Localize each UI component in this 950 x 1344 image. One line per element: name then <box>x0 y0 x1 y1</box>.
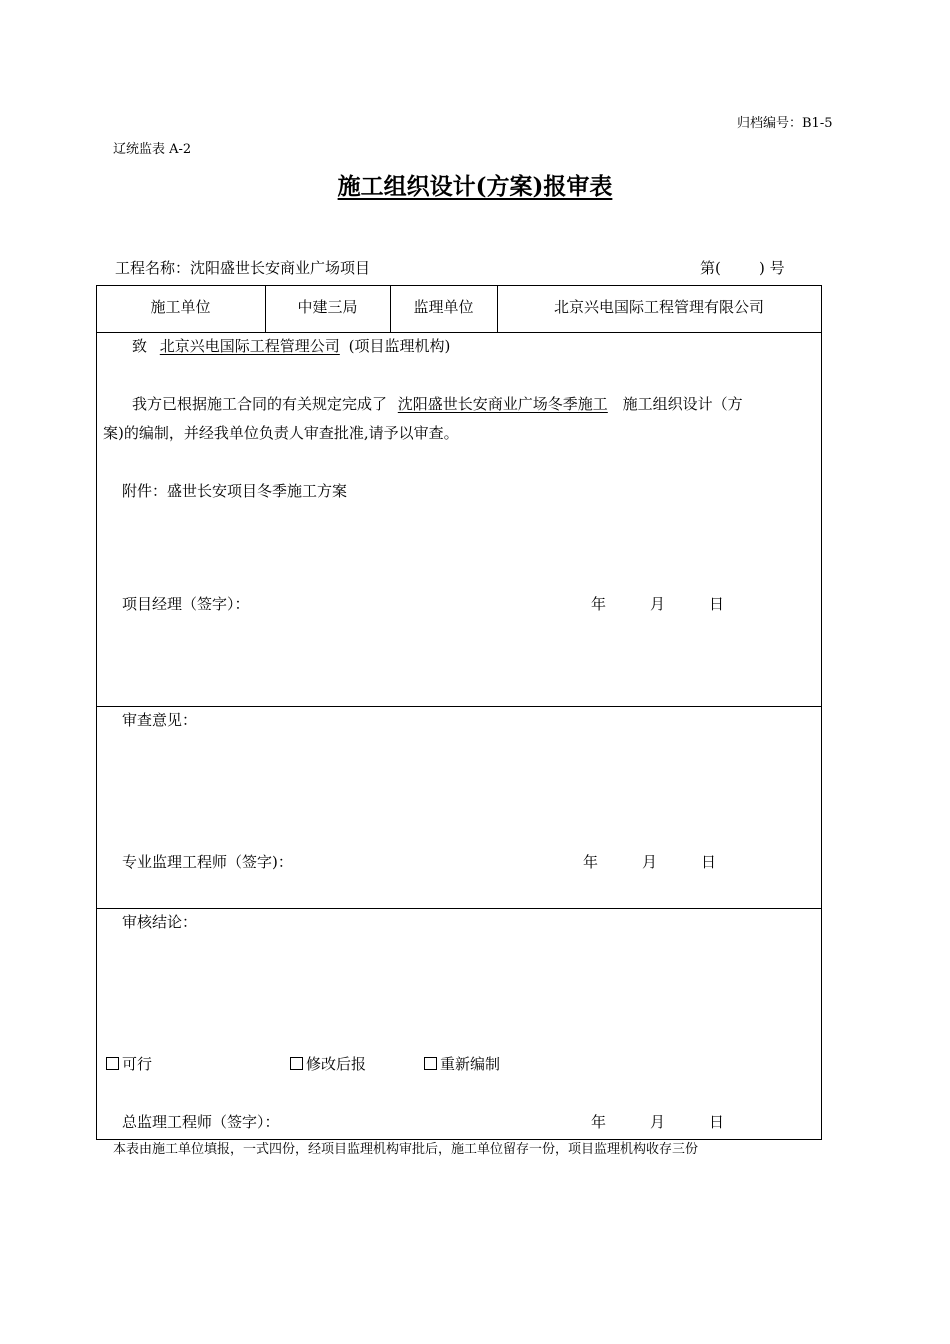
review-label: 审查意见： <box>122 711 198 729</box>
engineer-date-day: 日 <box>701 853 717 871</box>
addressee-suffix: (项目监理机构) <box>348 337 451 355</box>
engineer-signature-label: 专业监理工程师（签字)： <box>122 853 293 871</box>
body-suffix: 施工组织设计（方 <box>622 395 743 413</box>
page-title: 施工组织设计(方案)报审表 <box>337 173 613 200</box>
chief-date-month: 月 <box>650 1113 666 1131</box>
archive-number: 归档编号：B1-5 <box>737 116 833 131</box>
option-redraft-label: 重新编制 <box>440 1055 501 1073</box>
chief-date-day: 日 <box>709 1113 725 1131</box>
footer-note: 本表由施工单位填报，一式四份，经项目监理机构审批后，施工单位留存一份，项目监理机构收存三份 <box>113 1142 699 1157</box>
checkbox-icon[interactable] <box>424 1057 437 1070</box>
engineer-date-month: 月 <box>642 853 658 871</box>
chief-date-year: 年 <box>591 1113 607 1131</box>
contractor-label: 施工单位 <box>150 298 211 316</box>
supervisor-label: 监理单位 <box>413 298 474 316</box>
body-project: 沈阳盛世长安商业广场冬季施工 <box>397 395 608 413</box>
manager-date-month: 月 <box>650 595 666 613</box>
conclusion-label: 审核结论： <box>122 913 198 931</box>
chief-signature-label: 总监理工程师（签字）： <box>122 1113 280 1131</box>
addressee-prefix: 致 <box>132 337 148 355</box>
section-divider <box>96 908 821 909</box>
submission-body-line2: 案)的编制，并经我单位负责人审查批准,请予以审查。 <box>103 424 459 442</box>
option-revise-resubmit[interactable] <box>290 1054 366 1074</box>
option-approve-label: 可行 <box>122 1055 153 1073</box>
addressee-line <box>132 336 450 356</box>
form-code: 辽统监表 A-2 <box>113 142 192 157</box>
checkbox-icon[interactable] <box>290 1057 303 1070</box>
section-divider <box>96 706 821 707</box>
manager-date-day: 日 <box>709 595 725 613</box>
checkbox-icon[interactable] <box>106 1057 119 1070</box>
engineer-date-year: 年 <box>583 853 599 871</box>
manager-date-year: 年 <box>591 595 607 613</box>
header-row-divider <box>96 332 821 333</box>
body-prefix: 我方已根据施工合同的有关规定完成了 <box>132 395 388 413</box>
contractor-value: 中建三局 <box>297 298 358 316</box>
option-revise-label: 修改后报 <box>306 1055 367 1073</box>
submission-body-line1 <box>132 394 743 414</box>
addressee-org: 北京兴电国际工程管理公司 <box>159 337 340 355</box>
manager-signature-label: 项目经理（签字）： <box>122 595 250 613</box>
project-name: 工程名称：沈阳盛世长安商业广场项目 <box>115 259 371 277</box>
form-number: 第( ) 号 <box>700 259 785 277</box>
option-approve[interactable] <box>106 1054 152 1074</box>
supervisor-value: 北京兴电国际工程管理有限公司 <box>553 298 764 316</box>
option-redraft[interactable] <box>424 1054 500 1074</box>
attachment-line: 附件：盛世长安项目冬季施工方案 <box>122 482 348 500</box>
